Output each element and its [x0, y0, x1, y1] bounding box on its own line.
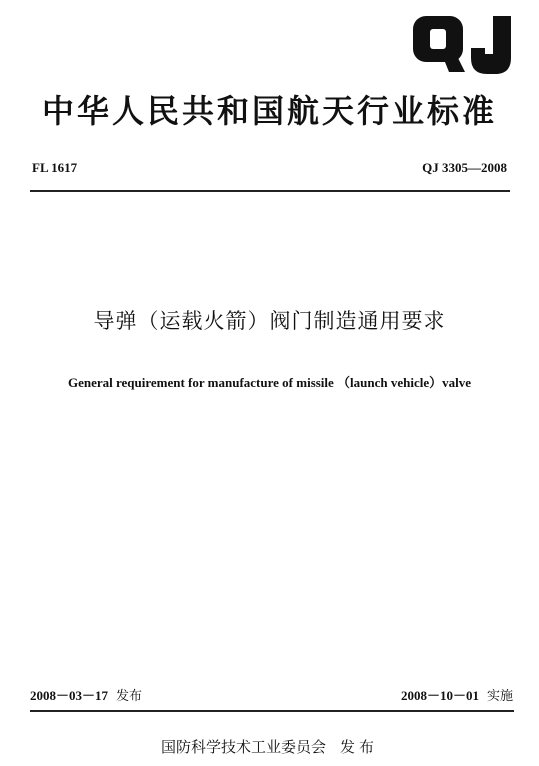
- footer-divider: [30, 710, 514, 712]
- standard-title: 中华人民共和国航天行业标准: [41, 92, 497, 130]
- issue-date: 2008－03－17: [30, 688, 109, 703]
- publisher: [0, 736, 539, 757]
- implementation-info: [401, 685, 513, 704]
- qj-logo: [411, 14, 515, 76]
- implementation-label: 实施: [486, 689, 513, 704]
- document-title-chinese: 导弹（运载火箭）阀门制造通用要求: [93, 309, 446, 333]
- standard-number: QJ 3305—2008: [422, 160, 507, 175]
- issue-info: [30, 685, 142, 704]
- header-divider: [30, 190, 510, 192]
- issue-label: 发布: [116, 689, 143, 704]
- publisher-action: 发布: [340, 738, 379, 756]
- classification-code: FL 1617: [32, 160, 78, 175]
- implementation-date: 2008－10－01: [400, 688, 479, 703]
- document-title-english: General requirement for manufacture of missile （launch vehicle）valve: [67, 375, 472, 390]
- publisher-name: 国防科学技术工业委员会: [160, 738, 326, 756]
